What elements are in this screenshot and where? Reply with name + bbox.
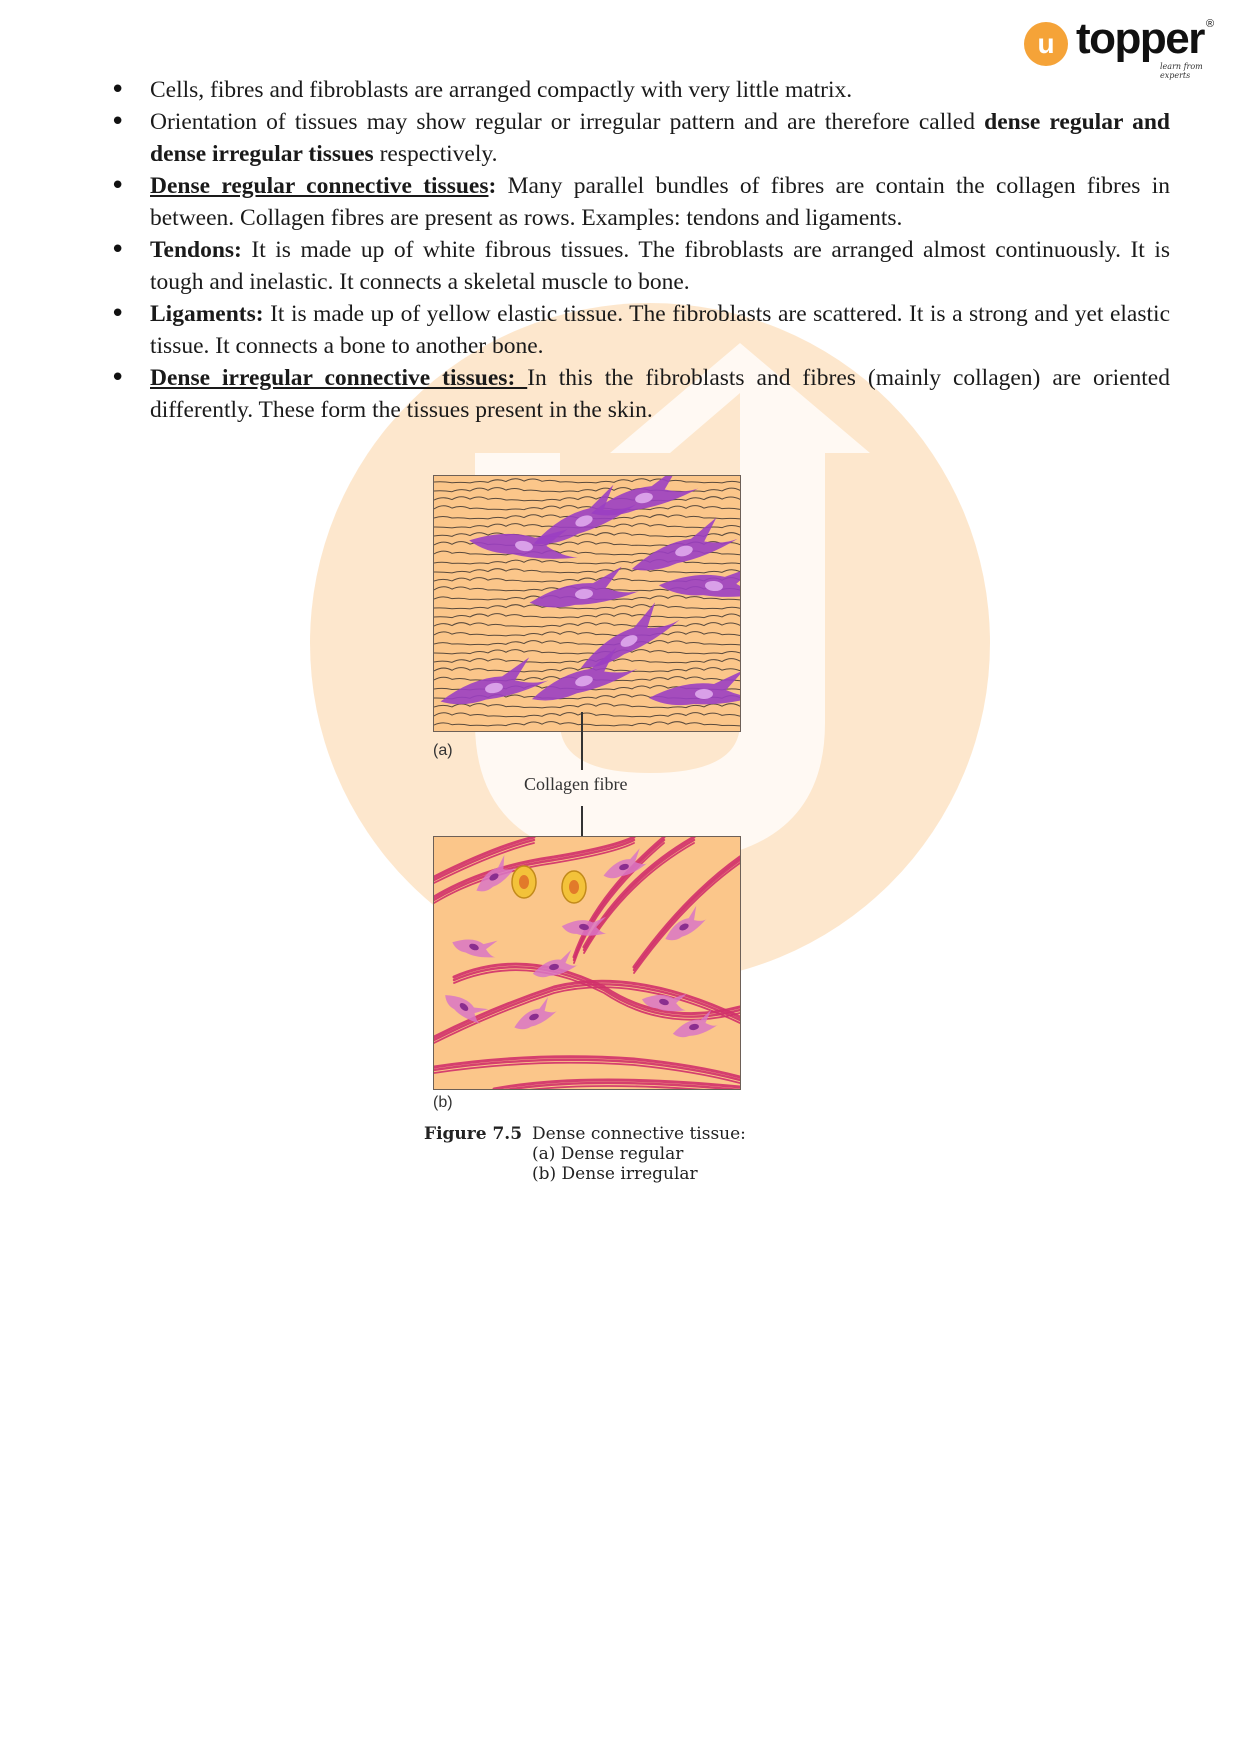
logo-wordmark: topper — [1076, 14, 1204, 63]
fibroblast-body — [670, 1009, 719, 1039]
caption-text: Dense connective tissue: — [532, 1124, 746, 1144]
bullet-text: It is made up of yellow elastic tissue. The fibroblasts are scattered. It is a strong and yet elastic tissue. It connects a bone to another bone. — [150, 301, 1170, 359]
bullet-heading: Dense regular connective tissues — [150, 173, 489, 199]
fibroblast-body — [509, 996, 560, 1033]
bullet-item — [110, 234, 1170, 298]
bullet-item — [110, 362, 1170, 426]
bullet-text: In this the fibroblasts and fibres (mainly collagen) are oriented differently. These form the tissues present in the skin. — [150, 365, 1170, 423]
bullet-item — [110, 170, 1170, 234]
fibroblast-nucleus — [658, 998, 669, 1006]
fibroblast-nucleus — [458, 1001, 470, 1012]
bullet-text: Many parallel bundles of fibres are contain the collagen fibres in between. Collagen fibres are present as rows. Examples: tendons and ligaments. — [150, 173, 1170, 231]
elastic-fibre — [434, 984, 740, 1040]
bullet-text: respectively. — [373, 141, 498, 167]
brand-logo — [1024, 14, 1220, 80]
caption-title: Figure 7.5 — [424, 1124, 523, 1144]
fibroblast-body — [442, 982, 492, 1029]
elastic-fibre — [434, 1057, 740, 1077]
elastic-fibre — [494, 1083, 740, 1089]
bullet-colon: : — [488, 173, 497, 199]
bullet-item — [110, 106, 1170, 170]
caption-item-a: (a) Dense regular — [532, 1144, 684, 1164]
bullet-heading: Tendons: — [150, 237, 242, 263]
bullet-text: It is made up of white fibrous tissues. The fibroblasts are arranged almost continuously. It is tough and inelastic. It connects a skeletal muscle to bone. — [150, 237, 1170, 295]
fibroblast-body — [641, 983, 691, 1017]
elastic-fibre — [434, 1063, 740, 1083]
elastic-fibre — [434, 1060, 740, 1080]
bullet-text: Cells, fibres and fibroblasts are arranged compactly with very little matrix. — [150, 77, 853, 103]
figure-caption — [424, 1124, 746, 1184]
caption-item-b: (b) Dense irregular — [532, 1164, 698, 1184]
bullet-list — [110, 74, 1170, 426]
bold-term: dense regular and dense irregular tissues — [150, 109, 1171, 167]
bullet-heading: Dense irregular connective tissues: — [150, 365, 528, 391]
elastic-fibre — [434, 981, 740, 1037]
panel-b-label: (b) — [433, 1094, 453, 1111]
collagen-fibre-label: Collagen fibre — [524, 774, 628, 794]
fibroblast-nucleus — [528, 1012, 539, 1021]
fibroblast-nucleus — [689, 1023, 700, 1031]
logo-registered-mark: ® — [1206, 18, 1215, 30]
fibroblast-cell — [641, 983, 691, 1017]
fibroblast-cell — [509, 996, 560, 1033]
elastic-fibre — [494, 1086, 740, 1089]
panel-a-label: (a) — [433, 742, 453, 759]
bullet-text: Orientation of tissues may show regular or irregular pattern and are therefore called — [150, 109, 985, 135]
bullet-item — [110, 74, 1170, 106]
elastic-fibre — [494, 1080, 740, 1089]
logo-u-icon: u — [1024, 22, 1068, 66]
logo-tagline: learn from experts — [1160, 62, 1203, 80]
elastic-fibre — [434, 987, 740, 1043]
fibroblast-cell — [670, 1009, 719, 1039]
fibroblast-cell — [442, 982, 492, 1029]
bullet-heading: Ligaments: — [150, 301, 264, 327]
bullet-item — [110, 298, 1170, 362]
notes-content — [110, 74, 1170, 426]
